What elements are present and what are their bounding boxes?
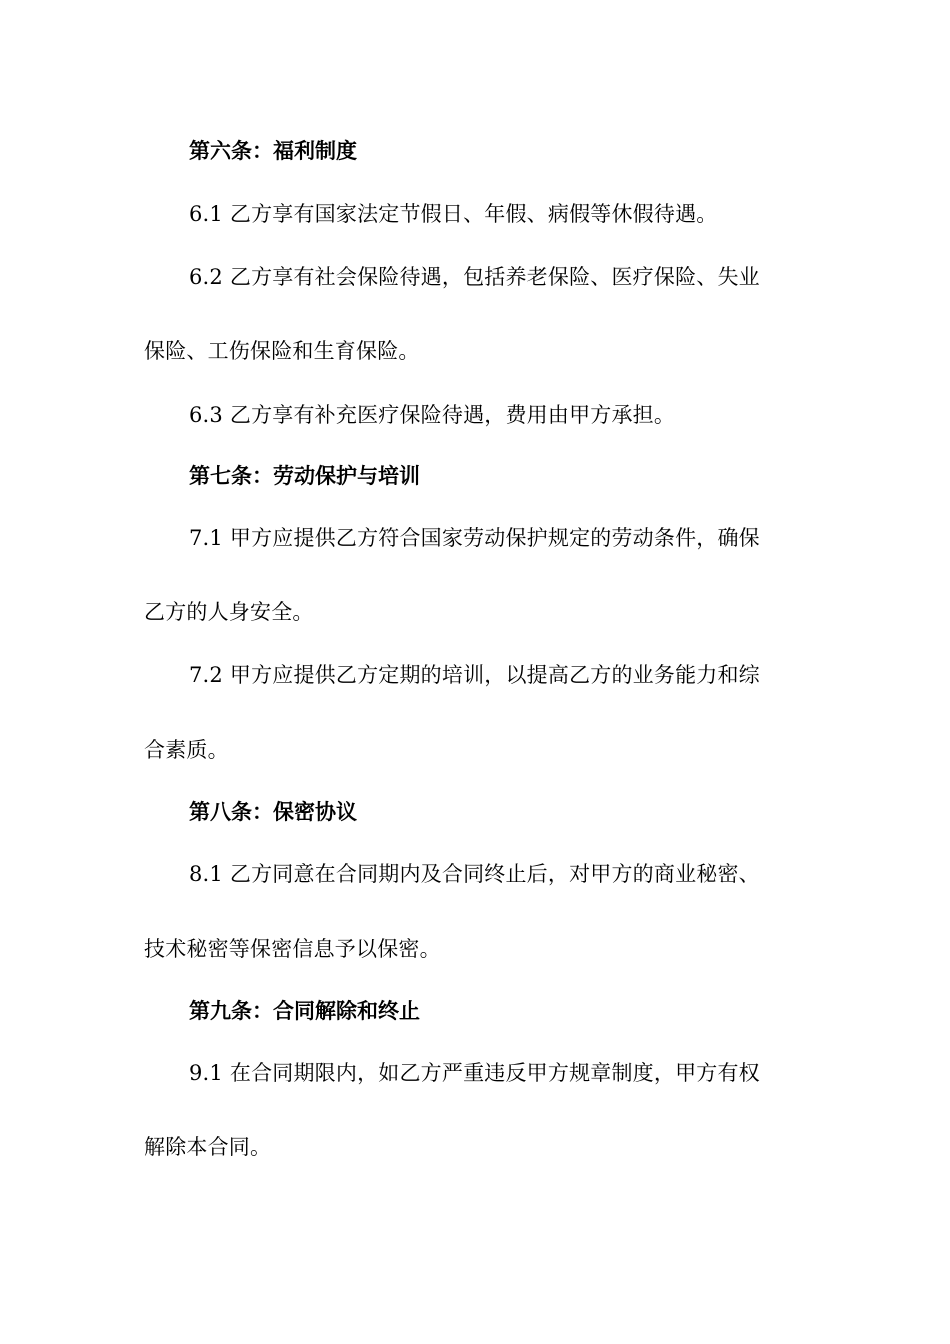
clause-line: 9.1 在合同期限内，如乙方严重违反甲方规章制度，甲方有权 <box>189 1061 760 1085</box>
clause-line: 8.1 乙方同意在合同期内及合同终止后，对甲方的商业秘密、 <box>189 862 760 886</box>
section-heading: 第七条：劳动保护与培训 <box>189 464 420 488</box>
section-heading: 第九条：合同解除和终止 <box>189 999 420 1023</box>
section-heading: 第八条：保密协议 <box>189 800 357 824</box>
clause-line: 6.3 乙方享有补充医疗保险待遇，费用由甲方承担。 <box>189 403 676 427</box>
clause-line: 6.1 乙方享有国家法定节假日、年假、病假等休假待遇。 <box>189 202 718 226</box>
clause-line: 解除本合同。 <box>144 1135 272 1159</box>
clause-line: 乙方的人身安全。 <box>144 600 314 624</box>
clause-line: 保险、工伤保险和生育保险。 <box>144 339 420 363</box>
clause-line: 7.1 甲方应提供乙方符合国家劳动保护规定的劳动条件，确保 <box>189 526 760 550</box>
section-heading: 第六条：福利制度 <box>189 139 357 163</box>
clause-line: 6.2 乙方享有社会保险待遇，包括养老保险、医疗保险、失业 <box>189 265 760 289</box>
clause-line: 技术秘密等保密信息予以保密。 <box>144 937 441 961</box>
clause-line: 合素质。 <box>144 738 229 762</box>
clause-line: 7.2 甲方应提供乙方定期的培训，以提高乙方的业务能力和综 <box>189 663 760 687</box>
